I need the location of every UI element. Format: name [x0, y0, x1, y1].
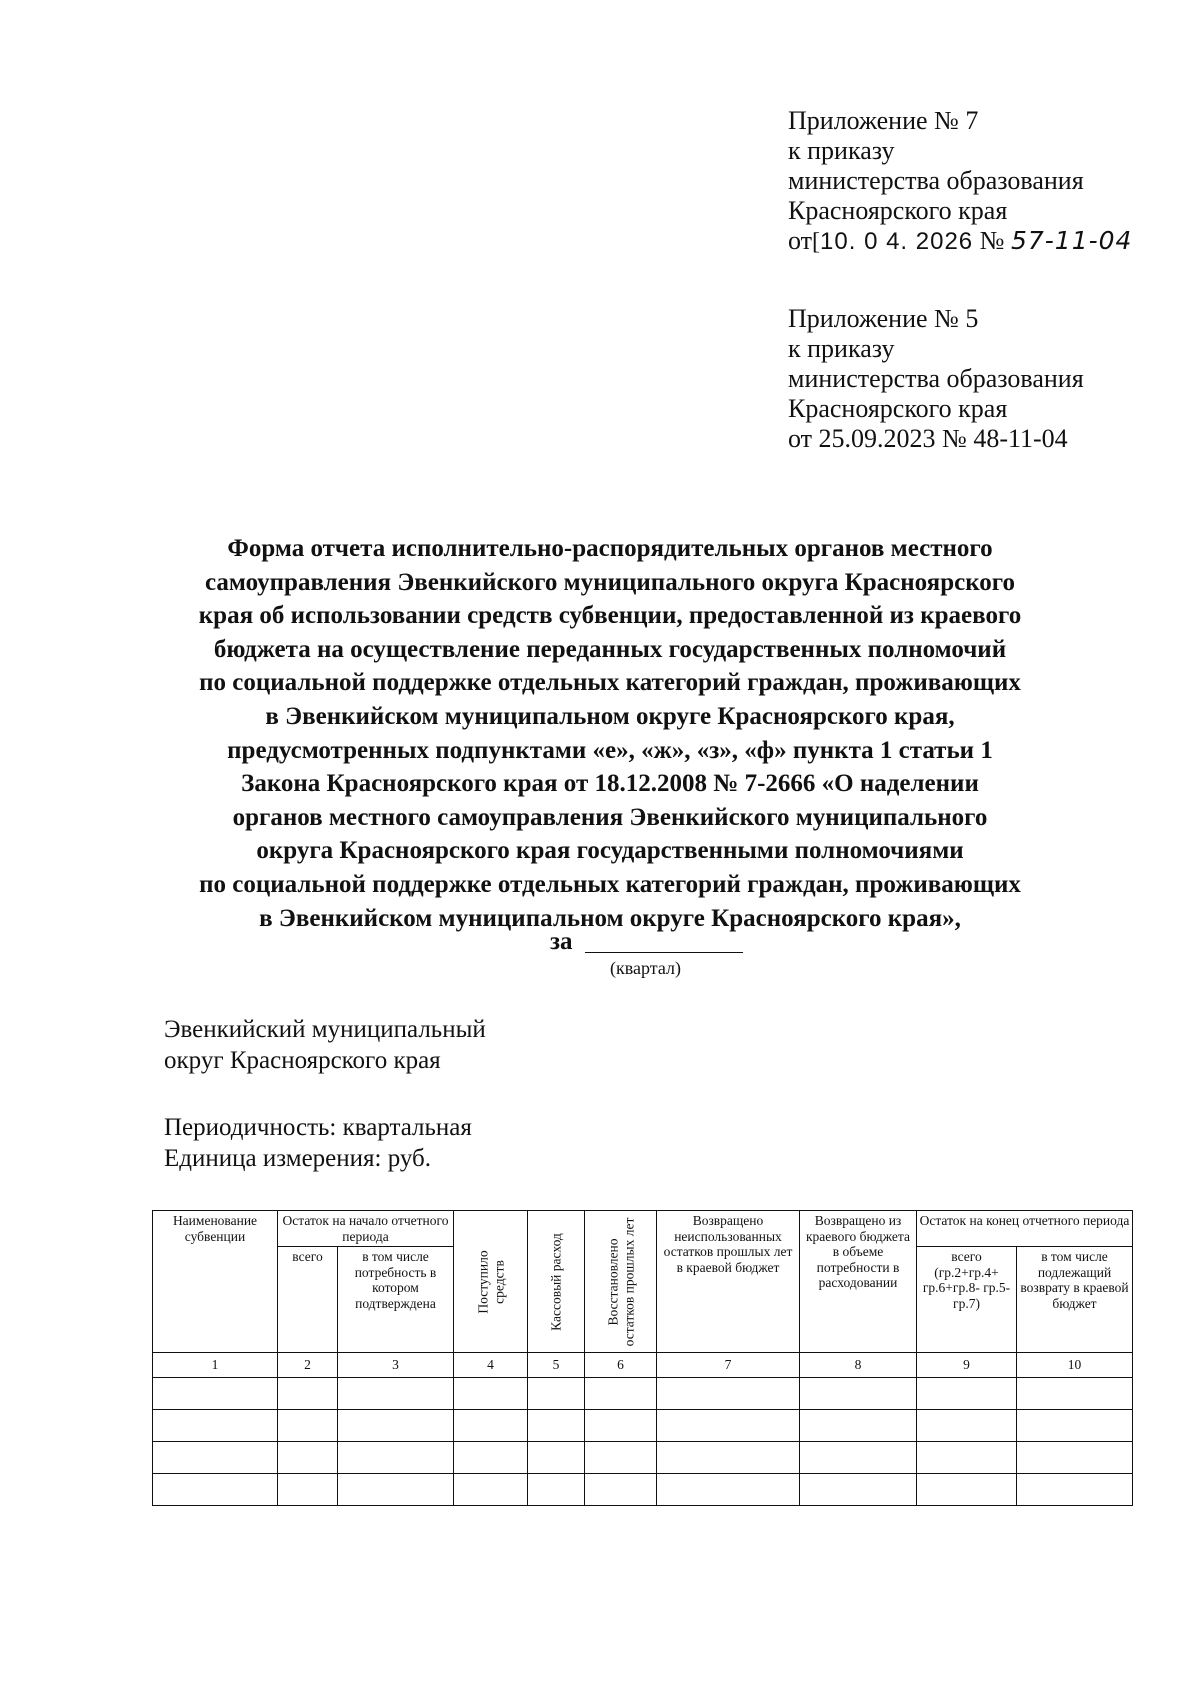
- table-cell[interactable]: [657, 1378, 800, 1410]
- header-returned-unused: Возвращено неиспользованных остатков прошлых лет в краевой бюджет: [657, 1211, 800, 1353]
- appendix-7-number-handwritten: 57-11-04: [1010, 226, 1133, 255]
- period-blank-line: [585, 952, 743, 953]
- column-number-row: [153, 1353, 1133, 1378]
- organization-line-2: округ Красноярского края: [164, 1047, 441, 1074]
- periodicity-label: Периодичность: квартальная: [164, 1114, 472, 1141]
- title-line: округа Красноярского края государственными полномочиями: [256, 837, 964, 865]
- table-cell[interactable]: [153, 1474, 278, 1506]
- table-cell[interactable]: [585, 1442, 657, 1474]
- table-cell[interactable]: [1017, 1474, 1133, 1506]
- appendix-7-number-sign: №: [979, 226, 1005, 255]
- table-cell[interactable]: [338, 1474, 454, 1506]
- column-number: 2: [278, 1353, 338, 1378]
- table-row: [153, 1378, 1133, 1410]
- column-number: 1: [153, 1353, 278, 1378]
- table-cell[interactable]: [917, 1442, 1017, 1474]
- header-received: Поступило средств: [454, 1211, 528, 1353]
- table-cell[interactable]: [338, 1410, 454, 1442]
- column-number: 6: [585, 1353, 657, 1378]
- header-end-to-return: в том числе подлежащий возврату в краевой бюджет: [1017, 1247, 1133, 1353]
- title-line: бюджета на осуществление переданных государственных полномочий: [213, 635, 1007, 663]
- table-cell[interactable]: [917, 1378, 1017, 1410]
- table-cell[interactable]: [1017, 1378, 1133, 1410]
- table-cell[interactable]: [800, 1442, 917, 1474]
- header-returned-from-budget: Возвращено из краевого бюджета в объеме потребности в расходовании: [800, 1211, 917, 1353]
- organization-line-1: Эвенкийский муниципальный: [164, 1016, 486, 1043]
- appendix-7-ministry: министерства образования: [788, 166, 1084, 195]
- table-cell[interactable]: [153, 1378, 278, 1410]
- table-cell[interactable]: [1017, 1442, 1133, 1474]
- title-line: по социальной поддержке отдельных категорий граждан, проживающих: [199, 870, 1021, 898]
- title-line: Форма отчета исполнительно-распорядительных органов местного: [227, 535, 993, 562]
- table-cell[interactable]: [657, 1442, 800, 1474]
- appendix-5-order: к приказу: [788, 334, 895, 363]
- report-table: [152, 1210, 1133, 1506]
- appendix-7-region: Красноярского края: [788, 196, 1008, 225]
- appendix-5-block: [788, 304, 1084, 454]
- table-cell[interactable]: [917, 1410, 1017, 1442]
- table-cell[interactable]: [278, 1378, 338, 1410]
- report-meta: [164, 1112, 472, 1174]
- period-za-label: за: [550, 928, 573, 955]
- appendix-5-region: Красноярского края: [788, 394, 1008, 423]
- title-line: края об использовании средств субвенции, предоставленной из краевого: [198, 602, 1022, 630]
- table-cell[interactable]: [657, 1410, 800, 1442]
- table-cell[interactable]: [278, 1442, 338, 1474]
- table-cell[interactable]: [153, 1442, 278, 1474]
- document-title: [150, 532, 1070, 935]
- header-start-confirmed: в том числе потребность в котором подтверждена: [338, 1247, 454, 1353]
- table-cell[interactable]: [454, 1378, 528, 1410]
- table-row: [153, 1442, 1133, 1474]
- table-cell[interactable]: [528, 1474, 585, 1506]
- table-cell[interactable]: [338, 1378, 454, 1410]
- title-line: самоуправления Эвенкийского муниципального округа Красноярского: [204, 568, 1016, 596]
- table-row: [153, 1410, 1133, 1442]
- appendix-5-ministry: министерства образования: [788, 364, 1084, 393]
- title-line: Закона Красноярского края от 18.12.2008 № 7-2666 «О наделении: [241, 770, 979, 798]
- table-cell[interactable]: [585, 1378, 657, 1410]
- table-cell[interactable]: [278, 1410, 338, 1442]
- column-number: 7: [657, 1353, 800, 1378]
- table-row: [153, 1474, 1133, 1506]
- table-cell[interactable]: [454, 1410, 528, 1442]
- header-subvention-name: Наименование субвенции: [153, 1211, 278, 1353]
- column-number: 10: [1017, 1353, 1133, 1378]
- column-number: 5: [528, 1353, 585, 1378]
- table-cell[interactable]: [800, 1410, 917, 1442]
- table-cell[interactable]: [585, 1474, 657, 1506]
- header-cash-expense: Кассовый расход: [528, 1211, 585, 1353]
- appendix-7-title: Приложение № 7: [788, 106, 979, 135]
- period-caption: (квартал): [610, 958, 681, 978]
- title-line: органов местного самоуправления Эвенкийского муниципального: [232, 803, 988, 831]
- table-cell[interactable]: [1017, 1410, 1133, 1442]
- title-line: в Эвенкийском муниципальном округе Красноярского края»,: [259, 904, 961, 932]
- table-cell[interactable]: [528, 1442, 585, 1474]
- column-number: 9: [917, 1353, 1017, 1378]
- appendix-7-order: к приказу: [788, 136, 895, 165]
- table-cell[interactable]: [338, 1442, 454, 1474]
- appendix-7-date-line: от[10. 0 4. 2026 № 57-11-04: [788, 226, 1133, 255]
- unit-label: Единица измерения: руб.: [164, 1145, 432, 1172]
- title-line: предусмотренных подпунктами «е», «ж», «з», «ф» пункта 1 статьи 1: [227, 736, 993, 764]
- table-cell[interactable]: [528, 1410, 585, 1442]
- appendix-7-block: [788, 106, 1132, 257]
- table-cell[interactable]: [585, 1410, 657, 1442]
- appendix-7-date-prefix: от: [788, 226, 813, 255]
- table-cell[interactable]: [528, 1378, 585, 1410]
- table-cell[interactable]: [800, 1378, 917, 1410]
- title-line: в Эвенкийском муниципальном округе Красноярского края,: [265, 702, 955, 730]
- appendix-5-title: Приложение № 5: [788, 304, 979, 333]
- header-start-total: всего: [278, 1247, 338, 1353]
- table-cell[interactable]: [454, 1474, 528, 1506]
- table-cell[interactable]: [454, 1442, 528, 1474]
- table-cell[interactable]: [917, 1474, 1017, 1506]
- organization-block: [164, 1014, 486, 1076]
- header-end-total: всего (гр.2+гр.4+ гр.6+гр.8- гр.5-гр.7): [917, 1247, 1017, 1353]
- appendix-5-date-number: от 25.09.2023 № 48-11-04: [788, 424, 1068, 453]
- column-number: 3: [338, 1353, 454, 1378]
- table-cell[interactable]: [153, 1410, 278, 1442]
- title-line: по социальной поддержке отдельных категорий граждан, проживающих: [199, 669, 1021, 697]
- column-number: 4: [454, 1353, 528, 1378]
- header-end-balance: Остаток на конец отчетного периода: [917, 1211, 1133, 1247]
- table-cell[interactable]: [800, 1474, 917, 1506]
- appendix-7-date-stamp: 10. 0 4. 2026: [820, 228, 974, 255]
- header-restored: Восстановлено остатков прошлых лет: [585, 1211, 657, 1353]
- column-number: 8: [800, 1353, 917, 1378]
- table-cell[interactable]: [278, 1474, 338, 1506]
- table-cell[interactable]: [657, 1474, 800, 1506]
- header-start-balance: Остаток на начало отчетного периода: [278, 1211, 454, 1247]
